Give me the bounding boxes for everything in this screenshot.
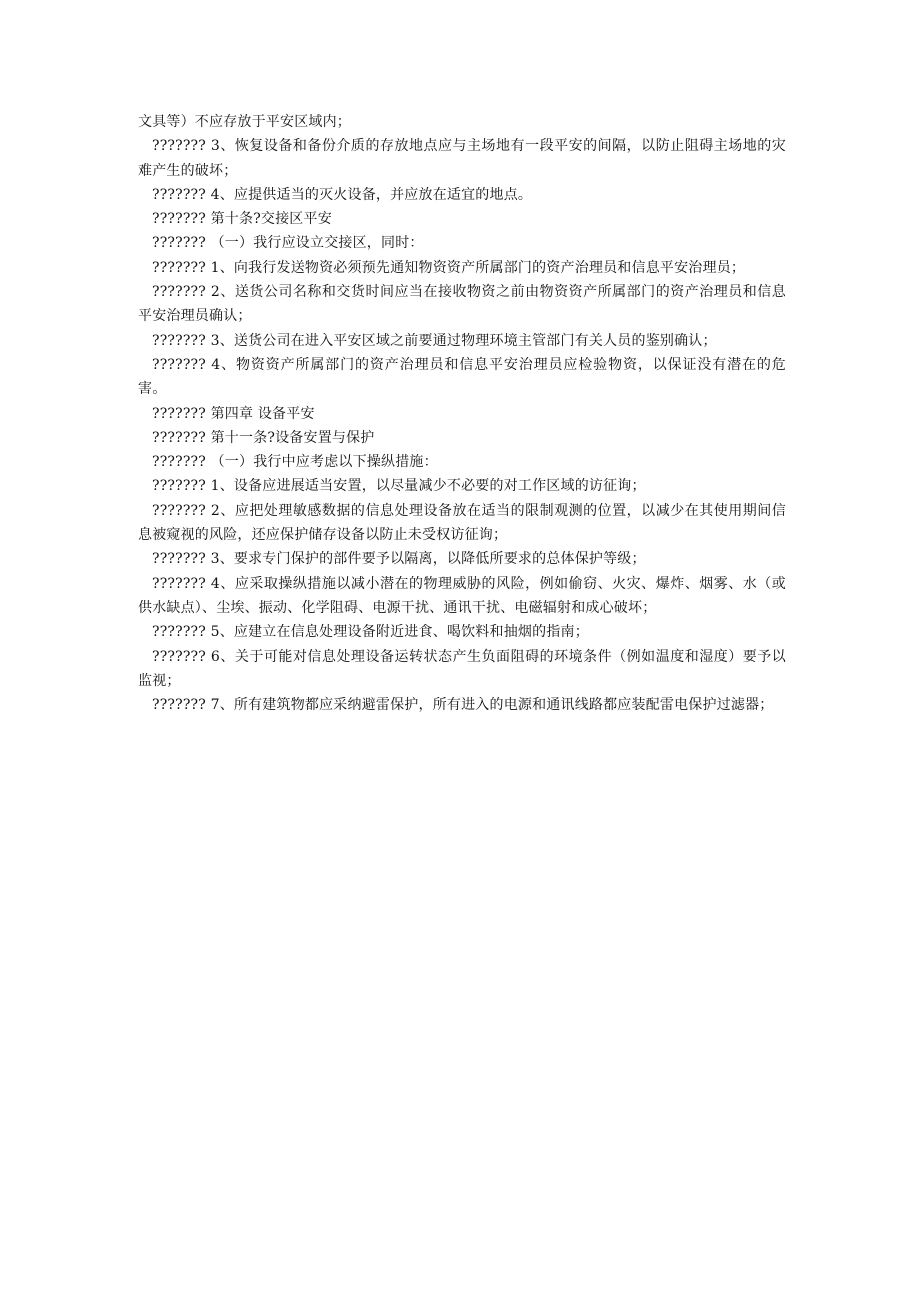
paragraph: ??????? 3、送货公司在进入平安区域之前要通过物理环境主管部门有关人员的鉴别确认； <box>152 332 717 349</box>
chapter-heading: ??????? 第四章 设备平安 <box>152 405 315 422</box>
paragraph: 文具等）不应存放于平安区域内； <box>138 114 351 130</box>
paragraph: ??????? 4、应提供适当的灭火设备，并应放在适宜的地点。 <box>152 186 533 203</box>
paragraph: ??????? 2、应把处理敏感数据的信息处理设备放在适当的限制观测的位置，以减少在其使用期间信息被窥视的风险，还应保护储存设备以防止未受权访征询； <box>138 502 786 544</box>
paragraph: ??????? 4、应采取操纵措施以减小潜在的物理威胁的风险，例如偷窃、火灾、爆炸、烟雾、水（或供水缺点）、尘埃、振动、化学阻碍、电源干扰、通讯干扰、电磁辐射和成心破坏； <box>138 575 786 616</box>
paragraph: ??????? 5、应建立在信息处理设备附近进食、喝饮料和抽烟的指南； <box>152 624 589 641</box>
subsection-heading: ??????? （一）我行应设立交接区，同时： <box>152 235 424 252</box>
paragraph: ??????? 3、要求专门保护的部件要予以隔离，以降低所要求的总体保护等级； <box>152 551 646 568</box>
paragraph: ??????? 7、所有建筑物都应采纳避雷保护，所有进入的电源和通讯线路都应装配雷电保护过滤器； <box>152 697 774 714</box>
paragraph: ??????? 2、送货公司名称和交货时间应当在接收物资之前由物资资产所属部门的资产治理员和信息平安治理员确认； <box>138 284 786 325</box>
paragraph: ??????? 1、向我行发送物资必须预先通知物资资产所属部门的资产治理员和信息平安治理员； <box>152 259 746 276</box>
section-heading: ??????? 第十条?交接区平安 <box>152 211 332 228</box>
paragraph: ??????? 3、恢复设备和备份介质的存放地点应与主场地有一段平安的间隔，以防止阻碍主场地的灾难产生的破坏； <box>138 138 786 179</box>
document-body <box>138 110 786 717</box>
paragraph: ??????? 4、物资资产所属部门的资产治理员和信息平安治理员应检验物资，以保证没有潜在的危害。 <box>138 356 786 398</box>
paragraph: ??????? 1、设备应进展适当安置，以尽量减少不必要的对工作区域的访征询； <box>152 478 646 495</box>
subsection-heading: ??????? （一）我行中应考虑以下操纵措施： <box>152 454 438 471</box>
paragraph: ??????? 6、关于可能对信息处理设备运转状态产生负面阻碍的环境条件（例如温度和湿度）要予以监视； <box>138 648 786 689</box>
section-heading: ??????? 第十一条?设备安置与保护 <box>152 429 375 446</box>
